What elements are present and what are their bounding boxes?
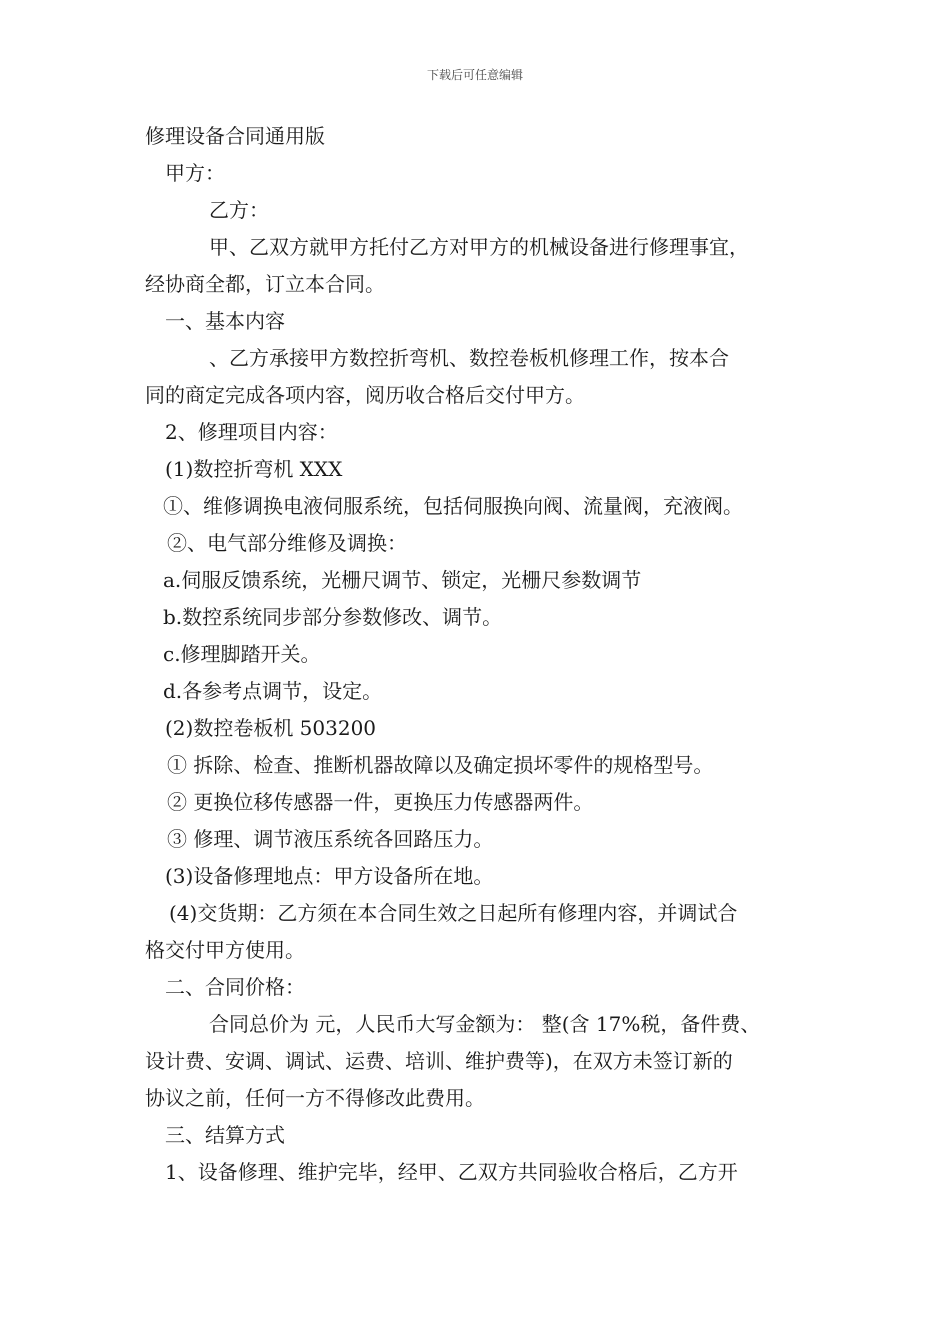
paragraph-line: 协议之前，任何一方不得修改此费用。 [145,1086,485,1110]
list-item: a.伺服反馈系统，光栅尺调节、锁定，光栅尺参数调节 [163,568,642,592]
paragraph-line: 格交付甲方使用。 [145,938,305,962]
list-item: d.各参考点调节，设定。 [163,679,383,703]
paragraph-line: 合同总价为 元，人民币大写金额为： 整(含 17%税，备件费、 [209,1012,761,1036]
list-item: (3)设备修理地点：甲方设备所在地。 [165,864,494,888]
list-item: c.修理脚踏开关。 [163,642,321,666]
document-body [145,118,815,1191]
paragraph-line: 1、设备修理、维护完毕，经甲、乙双方共同验收合格后，乙方开 [165,1160,738,1184]
paragraph-line: 经协商全都，订立本合同。 [145,272,385,296]
list-item: b.数控系统同步部分参数修改、调节。 [163,605,503,629]
header-note: 下载后可任意编辑 [426,68,523,82]
paragraph-line: 、乙方承接甲方数控折弯机、数控卷板机修理工作，按本合 [209,346,729,370]
list-item: (4)交货期：乙方须在本合同生效之日起所有修理内容，并调试合 [169,901,738,925]
section-heading: 二、合同价格： [165,975,305,999]
list-item: ③ 修理、调节液压系统各回路压力。 [167,827,494,851]
party-b-line: 乙方： [209,198,269,222]
list-item: (2)数控卷板机 503200 [165,716,377,740]
list-item: ① 拆除、检查、推断机器故障以及确定损坏零件的规格型号。 [167,753,714,777]
paragraph-line: 甲、乙双方就甲方托付乙方对甲方的机械设备进行修理事宜， [209,235,749,259]
list-item: ①、维修调换电液伺服系统，包括伺服换向阀、流量阀，充液阀。 [163,494,743,518]
section-heading: 一、基本内容 [165,309,285,333]
list-item: ② 更换位移传感器一件，更换压力传感器两件。 [167,790,594,814]
paragraph-line: 同的商定完成各项内容，阅历收合格后交付甲方。 [145,383,585,407]
document-title: 修理设备合同通用版 [145,124,325,148]
section-heading: 三、结算方式 [165,1123,285,1147]
subsection-heading: 2、修理项目内容： [165,420,338,444]
paragraph-line: 设计费、安调、调试、运费、培训、维护费等)，在双方未签订新的 [145,1049,733,1073]
party-a-line: 甲方： [165,161,225,185]
list-item: (1)数控折弯机 XXX [165,457,343,481]
list-item: ②、电气部分维修及调换： [167,531,407,555]
